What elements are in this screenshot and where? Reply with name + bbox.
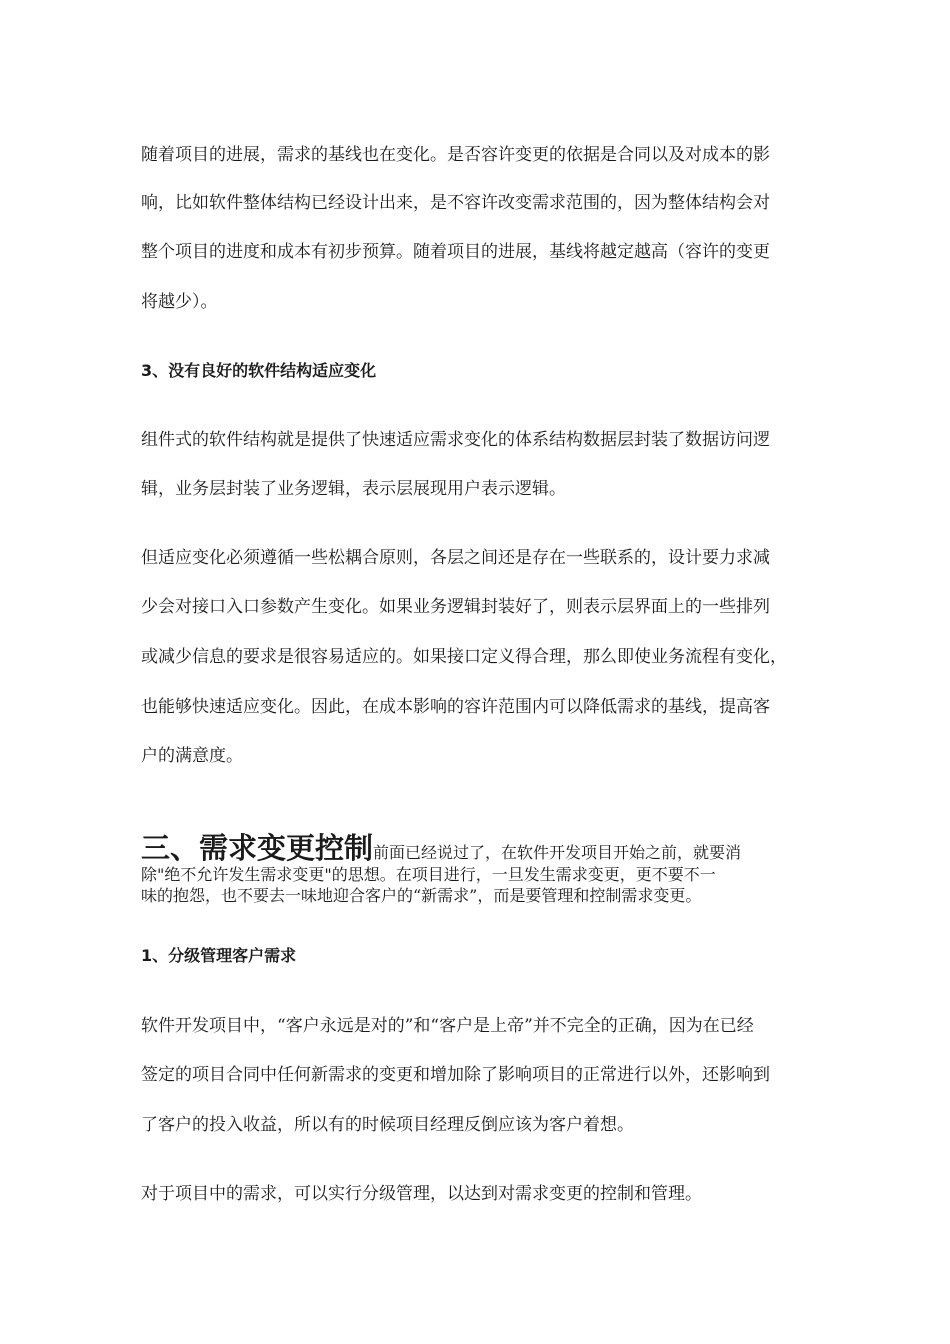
- paragraph-customer-line-2: 签定的项目合同中任何新需求的变更和增加除了影响项目的正常进行以外，还影响到: [141, 1065, 770, 1085]
- section-intro-line-1: 前面已经说过了，在软件开发项目开始之前，就要消: [373, 843, 742, 862]
- paragraph-adapt-line-3: 或减少信息的要求是很容易适应的。如果接口定义得合理，那么即使业务流程有变化，: [141, 647, 787, 667]
- paragraph-baseline-line-1: 随着项目的进展，需求的基线也在变化。是否容许变更的依据是合同以及对成本的影: [141, 145, 770, 165]
- section-change-control: [141, 832, 821, 906]
- heading-software-structure: 3、没有良好的软件结构适应变化: [141, 361, 377, 380]
- paragraph-adapt-line-5: 户的满意度。: [141, 746, 243, 766]
- paragraph-component-line-1: 组件式的软件结构就是提供了快速适应需求变化的体系结构数据层封装了数据访问逻: [141, 430, 770, 450]
- paragraph-adapt-line-2: 少会对接口入口参数产生变化。如果业务逻辑封装好了，则表示层界面上的一些排列: [141, 597, 770, 617]
- section-intro-line-3: 味的抱怨，也不要去一味地迎合客户的“新需求”，而是要管理和控制需求变更。: [141, 886, 702, 905]
- paragraph-adapt-line-1: 但适应变化必须遵循一些松耦合原则，各层之间还是存在一些联系的，设计要力求减: [141, 548, 770, 568]
- paragraph-baseline-line-2: 响，比如软件整体结构已经设计出来，是不容许改变需求范围的，因为整体结构会对: [141, 193, 770, 213]
- paragraph-customer-line-3: 了客户的投入收益，所以有的时候项目经理反倒应该为客户着想。: [141, 1115, 634, 1135]
- paragraph-customer-line-1: 软件开发项目中，“客户永远是对的”和“客户是上帝”并不完全的正确，因为在已经: [141, 1016, 754, 1036]
- paragraph-grading-line-1: 对于项目中的需求，可以实行分级管理，以达到对需求变更的控制和管理。: [141, 1184, 702, 1204]
- section-title-change-control: 三、需求变更控制: [141, 831, 374, 865]
- paragraph-baseline-line-3: 整个项目的进度和成本有初步预算。随着项目的进展，基线将越定越高（容许的变更: [141, 242, 770, 262]
- paragraph-adapt-line-4: 也能够快速适应变化。因此，在成本影响的容许范围内可以降低需求的基线，提高客: [141, 697, 770, 717]
- heading-grading-requirements: 1、分级管理客户需求: [141, 946, 297, 965]
- paragraph-component-line-2: 辑，业务层封装了业务逻辑，表示层展现用户表示逻辑。: [141, 479, 566, 499]
- paragraph-baseline-line-4: 将越少）。: [141, 292, 218, 312]
- section-intro-line-2: 除"绝不允许发生需求变更"的思想。在项目进行，一旦发生需求变更，更不要不一: [141, 865, 716, 884]
